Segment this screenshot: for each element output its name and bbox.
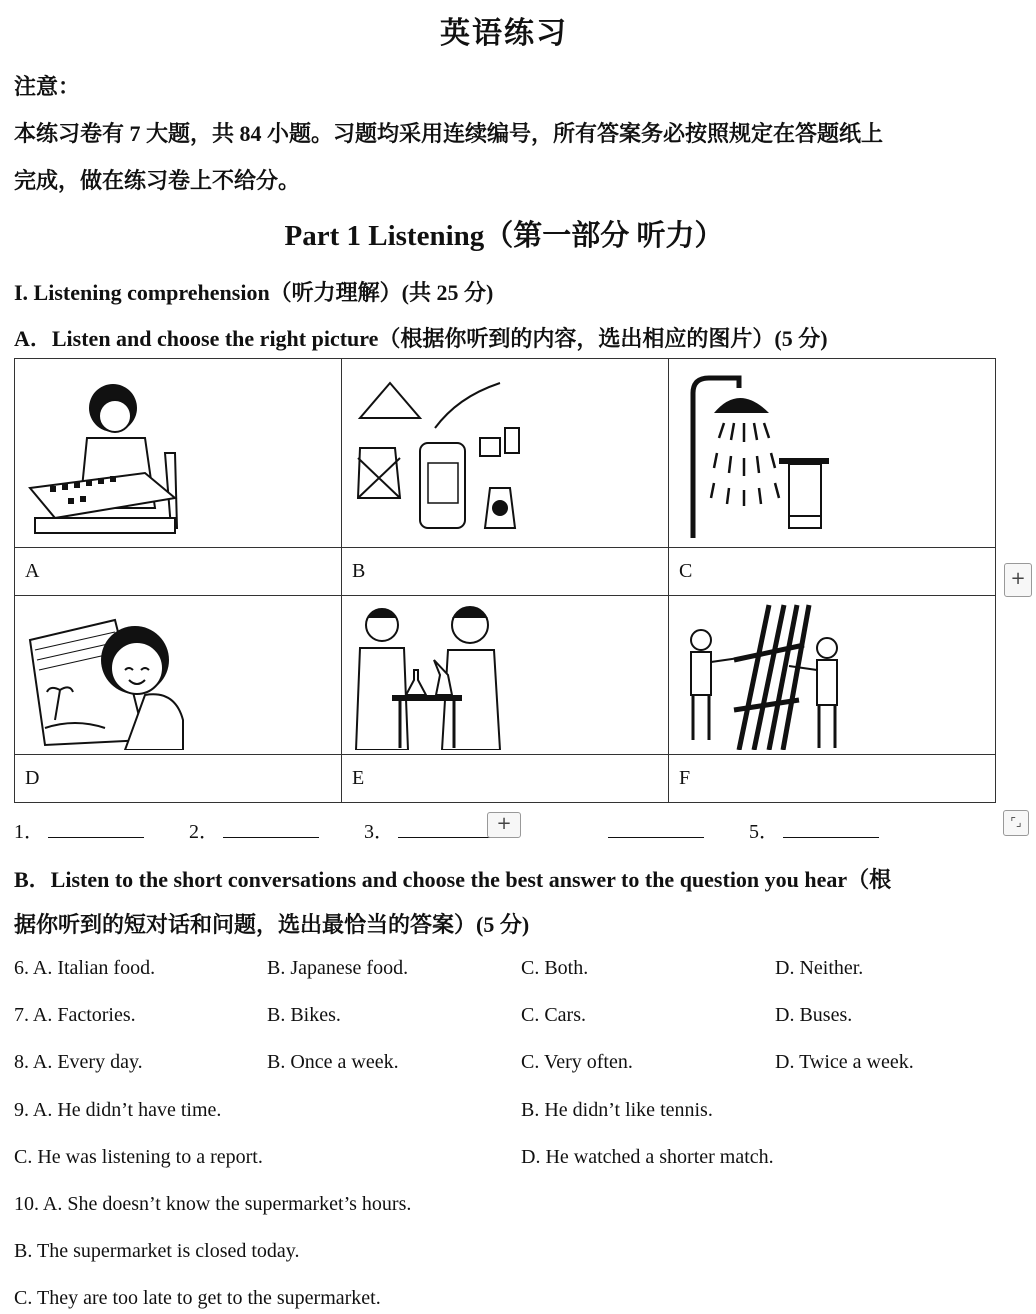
picture-cell-a	[15, 359, 342, 548]
picture-label-f: F	[669, 755, 996, 803]
section-a-heading: A．Listen and choose the right picture（根据你听到的内容，选出相应的图片）(5 分)	[14, 326, 828, 351]
part-title: Part 1 Listening（第一部分 听力）	[284, 220, 724, 252]
picture-cell-f	[669, 596, 996, 755]
answer-label-3: 3．	[364, 821, 394, 843]
section-b-heading-line-1: B．Listen to the short conversations and choose the best answer to the question you hear（根	[14, 867, 892, 892]
girl-travel-map-icon	[25, 600, 185, 750]
q7-option-c: C. Cars.	[521, 1004, 586, 1026]
girl-playing-chess-icon	[25, 368, 185, 538]
notice-line-1: 本练习卷有 7 大题，共 84 小题。习题均采用连续编号，所有答案务必按照规定在答题纸上	[14, 121, 884, 146]
section-b-heading-line-2: 据你听到的短对话和问题，选出最恰当的答案）(5 分)	[14, 912, 530, 937]
q10-option-a: 10. A. She doesn’t know the supermarket’s hours.	[14, 1193, 412, 1215]
picture-cell-d	[15, 596, 342, 755]
q10-option-c: C. They are too late to get to the supermarket.	[14, 1287, 381, 1309]
q9-option-c: C. He was listening to a report.	[14, 1146, 263, 1168]
answer-blank-3[interactable]	[398, 819, 494, 838]
q6-option-b: B. Japanese food.	[267, 957, 409, 979]
picture-label-a: A	[15, 548, 342, 596]
shower-towel-icon	[679, 368, 849, 538]
answer-line	[14, 815, 919, 844]
picture-label-e: E	[342, 755, 669, 803]
answer-blank-4[interactable]	[608, 819, 704, 838]
q9-option-a: 9. A. He didn’t have time.	[14, 1099, 222, 1121]
picture-label-d: D	[15, 755, 342, 803]
q6-option-c: C. Both.	[521, 957, 589, 979]
picture-label-b: B	[342, 548, 669, 596]
picture-table	[14, 358, 996, 803]
answer-label-5: 5．	[749, 821, 779, 843]
q7-option-b: B. Bikes.	[267, 1004, 341, 1026]
picture-cell-b	[342, 359, 669, 548]
add-row-button[interactable]: +	[1004, 563, 1032, 597]
picture-cell-c	[669, 359, 996, 548]
section-1-heading: I. Listening comprehension（听力理解）(共 25 分)	[14, 280, 494, 305]
notice-line-2: 完成，做在练习卷上不给分。	[14, 168, 301, 193]
q7-option-a: 7. A. Factories.	[14, 1004, 136, 1026]
camping-gear-icon	[350, 368, 530, 538]
q8-option-a: 8. A. Every day.	[14, 1051, 143, 1073]
q9-option-d: D. He watched a shorter match.	[521, 1146, 774, 1168]
answer-blank-5[interactable]	[783, 819, 879, 838]
q8-option-d: D. Twice a week.	[775, 1051, 914, 1073]
q10-option-b: B. The supermarket is closed today.	[14, 1240, 300, 1262]
answer-label-1: 1．	[14, 821, 44, 843]
q8-option-b: B. Once a week.	[267, 1051, 399, 1073]
answer-label-2: 2．	[189, 821, 219, 843]
men-arguing-fence-icon	[679, 600, 849, 750]
picture-label-c: C	[669, 548, 996, 596]
q6-option-d: D. Neither.	[775, 957, 864, 979]
answer-blank-1[interactable]	[48, 819, 144, 838]
page-title: 英语练习	[440, 17, 568, 50]
picture-cell-e	[342, 596, 669, 755]
q9-option-b: B. He didn’t like tennis.	[521, 1099, 713, 1121]
expand-table-icon[interactable]: ⌜⌟	[1003, 810, 1029, 836]
scientists-lab-icon	[352, 600, 512, 750]
answer-blank-2[interactable]	[223, 819, 319, 838]
add-column-button[interactable]: +	[487, 812, 521, 838]
q6-option-a: 6. A. Italian food.	[14, 957, 156, 979]
q7-option-d: D. Buses.	[775, 1004, 853, 1026]
notice-heading: 注意：	[14, 74, 81, 99]
q8-option-c: C. Very often.	[521, 1051, 633, 1073]
